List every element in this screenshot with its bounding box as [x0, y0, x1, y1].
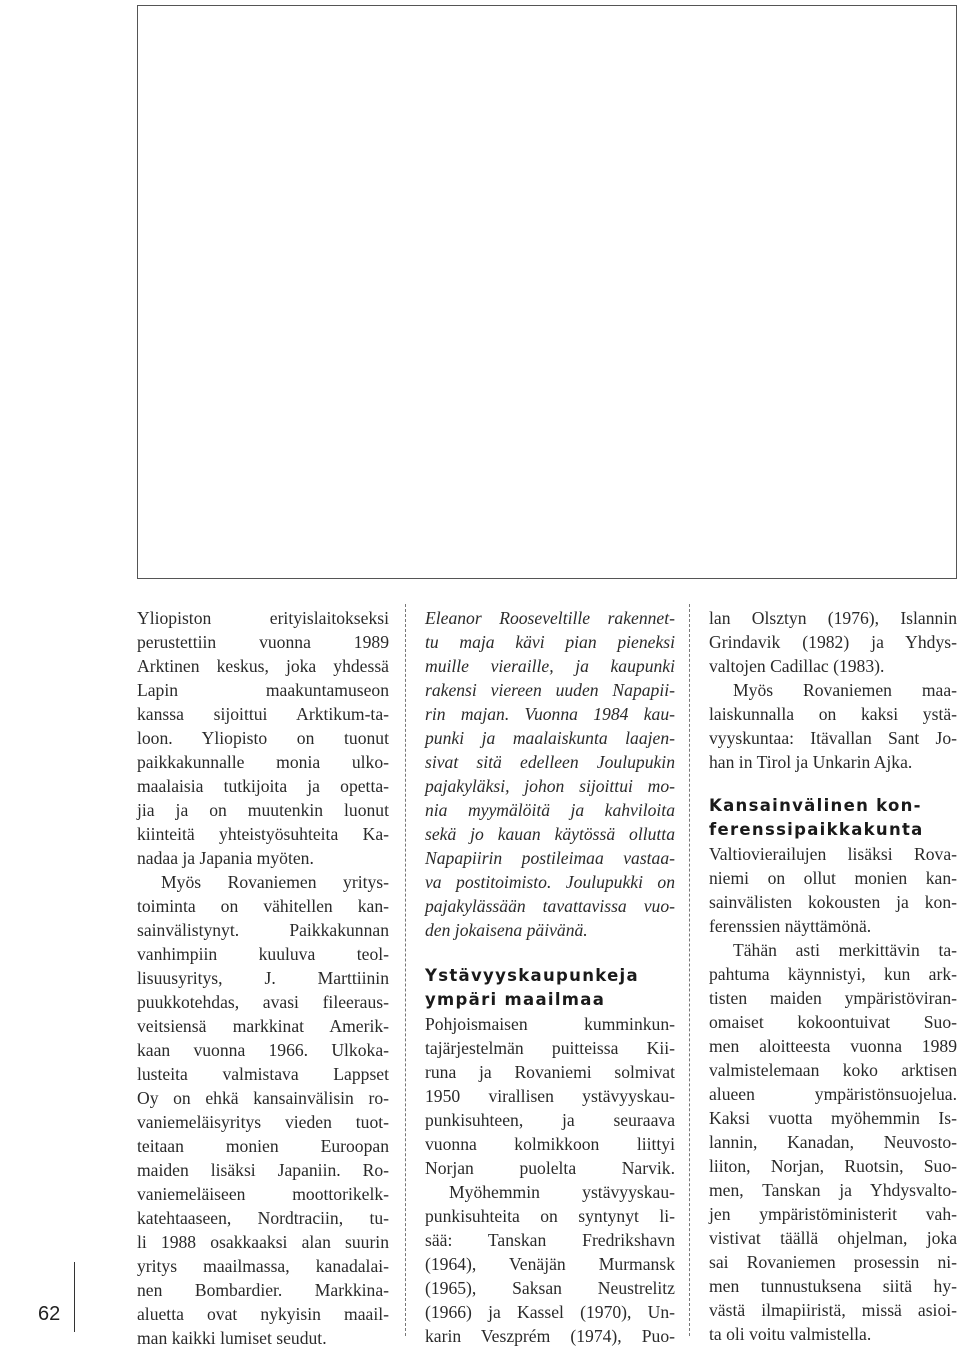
photo-placeholder: [137, 5, 957, 579]
text-line: punkisuhteita on syntynyt li-: [425, 1206, 675, 1226]
text-line: sainvälistynyt. Paikkakunnan: [137, 920, 389, 940]
body-text-column-2: [425, 1012, 675, 1348]
text-line: Yliopiston erityislaitokseksi: [137, 608, 389, 628]
text-line: Myös Rovaniemen maa-: [733, 680, 957, 700]
text-line: Lapin maakuntamuseon: [137, 680, 389, 700]
text-line: den jokaisena päivänä.: [425, 920, 588, 940]
text-line: lisuusyritys, J. Marttiinin: [137, 968, 389, 988]
text-line: tu maja kävi pian pieneksi: [425, 632, 675, 652]
text-line: veitsiensä markkinat Amerik-: [137, 1016, 389, 1036]
text-line: valtojen Cadillac (1983).: [709, 656, 885, 676]
text-line: Myöhemmin ystävyyskau-: [449, 1182, 675, 1202]
text-line: pajakyläksi, johon sijoittui mo-: [425, 776, 675, 796]
text-line: alueen ympäristönsuojelua.: [709, 1084, 957, 1104]
text-line: lusteita valmistava Lappset: [137, 1064, 389, 1084]
text-line: han in Tirol ja Unkarin Ajka.: [709, 752, 913, 772]
text-line: jia ja on muutenkin luonut: [137, 800, 389, 820]
text-line: (1965), Saksan Neustrelitz: [425, 1278, 675, 1298]
text-line: sainvälisten kokousten ja kon-: [709, 892, 957, 912]
text-line: teitaan monien Euroopan: [137, 1136, 389, 1156]
text-line: perustettiin vuonna 1989: [137, 632, 389, 652]
text-line: laiskunnalla on kaksi ystä-: [709, 704, 957, 724]
text-line: katehtaaseen, Nordtraciin, tu-: [137, 1208, 389, 1228]
text-line: toiminta on vähitellen kan-: [137, 896, 389, 916]
text-line: va postitoimisto. Joulupukki on: [425, 872, 675, 892]
text-line: (1966) ja Kassel (1970), Un-: [425, 1302, 675, 1322]
text-line: punkisuhteen, ja seuraava: [425, 1110, 675, 1130]
text-line: muille vieraille, ja kaupunki: [425, 656, 675, 676]
text-line: Kaksi vuotta myöhemmin Is-: [709, 1108, 957, 1128]
text-line: vuonna kolmikkoon liittyi: [425, 1134, 675, 1154]
text-line: Norjan puolelta Narvik.: [425, 1158, 675, 1178]
text-line: kiinteitä yhteistyösuhteita Ka-: [137, 824, 389, 844]
text-line: kanssa sijoittui Arktikum-ta-: [137, 704, 389, 724]
body-text-column-1: [137, 606, 389, 1350]
text-line: vyyskuntaa: Itävallan Sant Jo-: [709, 728, 957, 748]
text-line: vistivat täällä ohjelman, joka: [709, 1228, 957, 1248]
text-line: punki ja maalaiskunta laajen-: [425, 728, 675, 748]
text-line: nia myymälöitä ja kahviloita: [425, 800, 675, 820]
text-line: sää: Tanskan Fredrikshavn: [425, 1230, 675, 1250]
text-line: sai Rovaniemen prosessin ni-: [709, 1252, 957, 1272]
column-1: [137, 606, 389, 1350]
text-line: men aloitteesta vuonna 1989: [709, 1036, 957, 1056]
text-line: runa ja Rovaniemi solmivat: [425, 1062, 675, 1082]
text-line: maalaisia tutkijoita ja opetta-: [137, 776, 389, 796]
column-divider-1: [405, 604, 406, 1336]
text-line: puukkotehdas, avasi fileeraus-: [137, 992, 389, 1012]
text-line: ta oli voitu valmistella.: [709, 1324, 872, 1344]
text-line: Tähän asti merkittävin ta-: [733, 940, 957, 960]
text-line: liiton, Norjan, Ruotsin, Suo-: [709, 1156, 957, 1176]
text-line: tisten maiden ympäristöviran-: [709, 988, 957, 1008]
text-line: omaiset kokoontuivat Suo-: [709, 1012, 957, 1032]
text-line: lan Olsztyn (1976), Islannin: [709, 608, 957, 628]
text-line: man kaikki lumiset seudut.: [137, 1328, 327, 1348]
text-line: sekä jo kauan käytössä ollutta: [425, 824, 675, 844]
column-2: [425, 606, 675, 1348]
text-line: li 1988 osakkaaksi alan suurin: [137, 1232, 389, 1252]
heading-line: Ystävyyskaupunkeja: [425, 966, 639, 985]
text-line: nadaa ja Japania myöten.: [137, 848, 314, 868]
text-line: men, Tanskan ja Yhdysvalto-: [709, 1180, 957, 1200]
body-text-column-3a: [709, 606, 957, 774]
heading-line: ympäri maailmaa: [425, 990, 606, 1009]
text-line: yritys maailmassa, kanadalai-: [137, 1256, 389, 1276]
text-line: pajakylässään tavattavissa vuo-: [425, 896, 675, 916]
text-line: Grindavik (1982) ja Yhdys-: [709, 632, 957, 652]
text-line: (1964), Venäjän Murmansk: [425, 1254, 675, 1274]
text-line: vaniemeläiseen moottorikelk-: [137, 1184, 389, 1204]
text-line: Napapiirin postileimaa vastaa-: [425, 848, 675, 868]
text-line: Oy on ehkä kansainvälisin ro-: [137, 1088, 389, 1108]
text-line: ferenssien näyttämönä.: [709, 916, 872, 936]
text-line: vanhimpiin kuuluva teol-: [137, 944, 389, 964]
section-heading-friendship-cities: [425, 964, 675, 1012]
text-line: aluetta ovat nykyisin maail-: [137, 1304, 389, 1324]
text-line: nen Bombardier. Markkina-: [137, 1280, 389, 1300]
text-line: rin majan. Vuonna 1984 kau-: [425, 704, 675, 724]
text-line: vaniemeläisyritys vieden tuot-: [137, 1112, 389, 1132]
body-text-column-3b: [709, 842, 957, 1346]
text-line: lannin, Kanadan, Neuvosto-: [709, 1132, 957, 1152]
text-line: rakensi viereen uuden Napapii-: [425, 680, 675, 700]
text-line: Pohjoismaisen kumminkun-: [425, 1014, 675, 1034]
text-line: kaan vuonna 1966. Ulkoka-: [137, 1040, 389, 1060]
page-number-rule: [74, 1262, 75, 1332]
column-divider-2: [689, 604, 690, 1336]
column-3: [709, 606, 957, 1346]
text-line: jen ympäristöministerit vah-: [709, 1204, 957, 1224]
photo-caption: [425, 606, 675, 942]
heading-line: Kansainvälinen kon-: [709, 796, 922, 815]
text-line: men tunnustuksena siitä hy-: [709, 1276, 957, 1296]
text-line: valmistelemaan koko arktisen: [709, 1060, 957, 1080]
text-line: Eleanor Rooseveltille rakennet-: [425, 608, 675, 628]
text-line: karin Veszprém (1974), Puo-: [425, 1326, 675, 1346]
text-line: loon. Yliopisto on tuonut: [137, 728, 389, 748]
heading-line: ferenssipaikkakunta: [709, 820, 924, 839]
text-line: maiden lisäksi Japaniin. Ro-: [137, 1160, 389, 1180]
text-line: 1950 virallisen ystävyyskau-: [425, 1086, 675, 1106]
text-line: tajärjestelmän puitteissa Kii-: [425, 1038, 675, 1058]
text-line: Valtiovierailujen lisäksi Rova-: [709, 844, 957, 864]
text-line: Myös Rovaniemen yritys-: [161, 872, 389, 892]
text-line: västä ilmapiiristä, missä asioi-: [709, 1300, 957, 1320]
text-line: pahtuma käynnistyi, kun ark-: [709, 964, 957, 984]
page-number: 62: [38, 1303, 61, 1325]
section-heading-conference-town: [709, 794, 957, 842]
text-line: niemi on ollut monien kan-: [709, 868, 957, 888]
text-line: paikkakunnalle monia ulko-: [137, 752, 389, 772]
text-line: sivat sitä edelleen Joulupukin: [425, 752, 675, 772]
text-line: Arktinen keskus, joka yhdessä: [137, 656, 389, 676]
